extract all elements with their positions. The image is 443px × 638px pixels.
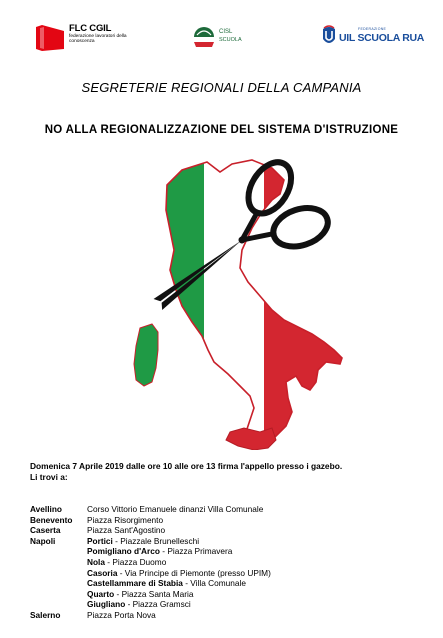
cisl-logo-line2: SCUOLA: [219, 37, 242, 43]
location-city: [30, 546, 87, 557]
location-subplace-name: Nola: [87, 556, 105, 567]
uil-logo-mark-icon: [320, 25, 338, 47]
flag-white-band: [204, 150, 264, 450]
location-place: Casoria - Via Principe di Piemonte (presso UPIM): [87, 567, 271, 578]
location-subplace-name: Casoria: [87, 567, 118, 578]
locations-list: [30, 504, 271, 621]
location-place: Pomigliano d'Arco - Piazza Primavera: [87, 546, 233, 557]
location-city: [30, 568, 87, 579]
event-intro: [30, 461, 342, 483]
location-row: [30, 515, 271, 526]
page-title: NO ALLA REGIONALIZZAZIONE DEL SISTEMA D'ISTRUZIONE: [44, 124, 399, 136]
location-row: [30, 589, 271, 600]
uil-scuola-rua-logo: [320, 25, 425, 53]
location-city: [30, 578, 87, 589]
location-row: [30, 546, 271, 557]
location-place: Portici - Piazzale Brunelleschi: [87, 535, 200, 546]
uil-logo-small-text: FEDERAZIONE: [358, 27, 387, 31]
location-city: Caserta: [30, 525, 61, 536]
location-city: [30, 557, 87, 568]
location-city: Salerno: [30, 609, 61, 620]
location-row: [30, 557, 271, 568]
sardinia-island: [134, 324, 158, 386]
location-row: [30, 568, 271, 579]
location-row: [30, 599, 271, 610]
location-place: Piazza Porta Nova: [87, 609, 156, 620]
event-intro-line1: Domenica 7 Aprile 2019 dalle ore 10 alle ore 13 firma l'appello presso i gazebo.: [30, 461, 343, 471]
sicily-island: [226, 428, 276, 450]
cisl-scuola-logo: [192, 22, 252, 52]
location-city: Napoli: [30, 535, 56, 546]
location-city: Avellino: [30, 504, 62, 514]
location-place: Quarto - Piazza Santa Maria: [87, 588, 194, 599]
location-city: Benevento: [30, 514, 73, 525]
location-row: [30, 578, 271, 589]
location-row: [30, 536, 271, 547]
location-subplace-name: Pomigliano d'Arco: [87, 546, 160, 557]
location-place: Giugliano - Piazza Gramsci: [87, 599, 191, 610]
flc-logo-name: FLC CGIL: [69, 23, 112, 34]
location-subplace-name: Giugliano: [87, 599, 126, 610]
location-place: Piazza Risorgimento: [87, 514, 164, 525]
cisl-logo-mark-icon: [192, 23, 216, 49]
location-city: [30, 589, 87, 600]
location-subplace-name: Quarto: [87, 588, 115, 599]
location-place: Corso Vittorio Emanuele dinanzi Villa Comunale: [87, 504, 264, 514]
location-row: [30, 525, 271, 536]
location-place: Piazza Sant'Agostino: [87, 525, 166, 536]
uil-logo-name: UIL SCUOLA RUA: [339, 32, 425, 44]
flc-cgil-logo: [36, 22, 126, 52]
location-row: [30, 610, 271, 621]
event-intro-line2: Li trovi a:: [30, 472, 68, 482]
page-subtitle: SEGRETERIE REGIONALI DELLA CAMPANIA: [81, 80, 362, 95]
location-subplace-name: Portici: [87, 535, 113, 546]
flc-logo-mark-icon: [36, 25, 64, 51]
location-row: [30, 504, 271, 515]
location-subplace-name: Castellammare di Stabia: [87, 578, 183, 589]
italy-map-illustration: [112, 150, 362, 450]
cisl-logo-line1: CISL: [219, 29, 233, 35]
flc-logo-tagline: federazione lavoratori della conoscenza: [69, 34, 127, 45]
location-place: Nola - Piazza Duomo: [87, 556, 167, 567]
location-city: [30, 599, 87, 610]
location-place: Castellammare di Stabia - Villa Comunale: [87, 578, 246, 589]
